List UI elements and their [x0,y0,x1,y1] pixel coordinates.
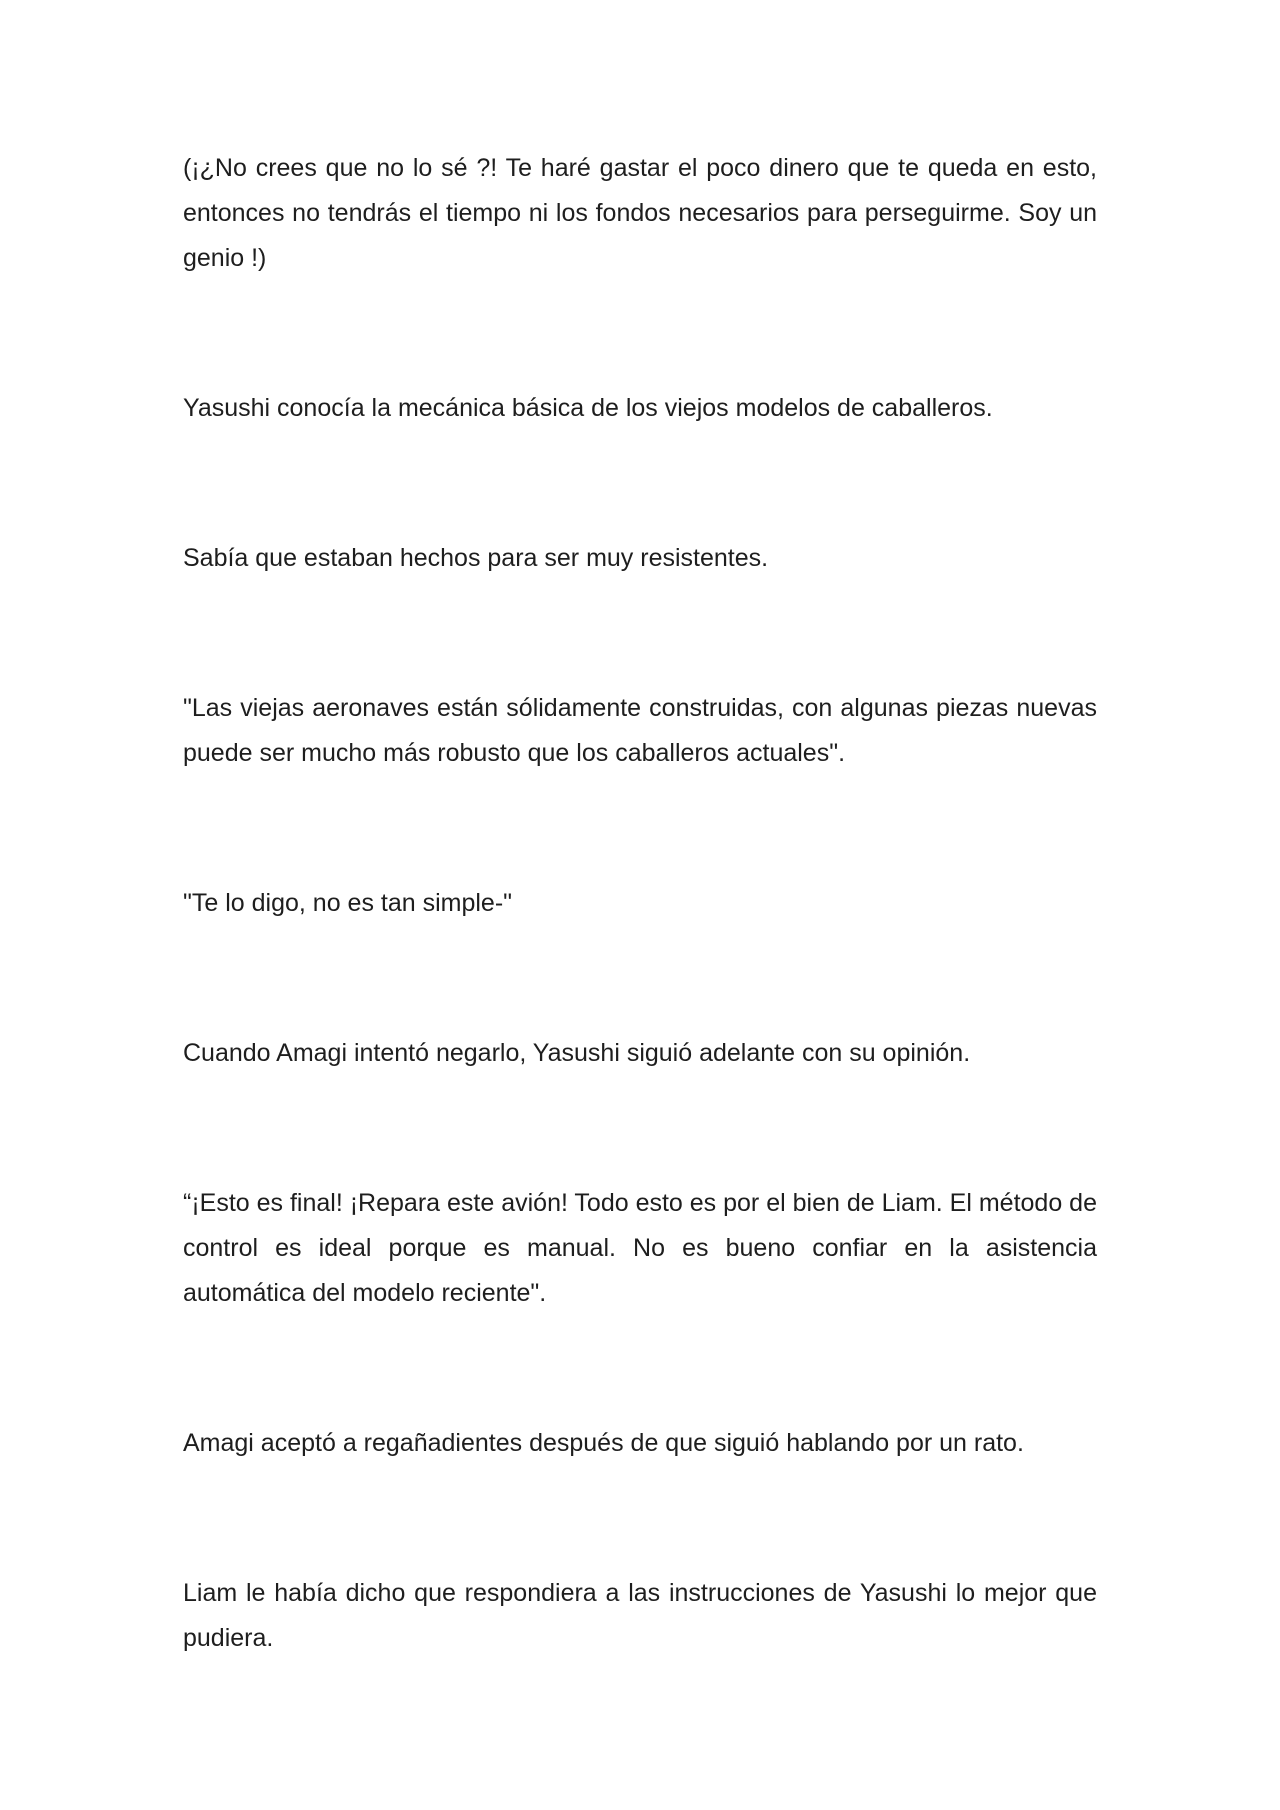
paragraph-3: Sabía que estaban hechos para ser muy resistentes. [183,544,769,572]
paragraph-9: Liam le había dicho que respondiera a las instrucciones de Yasushi lo mejor que pudiera. [183,1579,1097,1652]
paragraph-2: Yasushi conocía la mecánica básica de los viejos modelos de caballeros. [183,394,993,422]
paragraph-4: "Las viejas aeronaves están sólidamente construidas, con algunas piezas nuevas puede ser mucho más robusto que los caballeros actuales". [183,694,1097,767]
paragraph-6: Cuando Amagi intentó negarlo, Yasushi siguió adelante con su opinión. [183,1039,971,1067]
paragraph-7: “¡Esto es final! ¡Repara este avión! Todo esto es por el bien de Liam. El método de control es ideal porque es manual. No es bueno confiar en la asistencia automática del modelo reciente". [183,1189,1097,1307]
paragraph-8: Amagi aceptó a regañadientes después de que siguió hablando por un rato. [183,1429,1024,1457]
paragraph-1: (¡¿No crees que no lo sé ?! Te haré gastar el poco dinero que te queda en esto, entonces no tendrás el tiempo ni los fondos necesarios para perseguirme. Soy un genio !) [183,154,1097,272]
paragraph-5: "Te lo digo, no es tan simple-" [183,889,513,917]
